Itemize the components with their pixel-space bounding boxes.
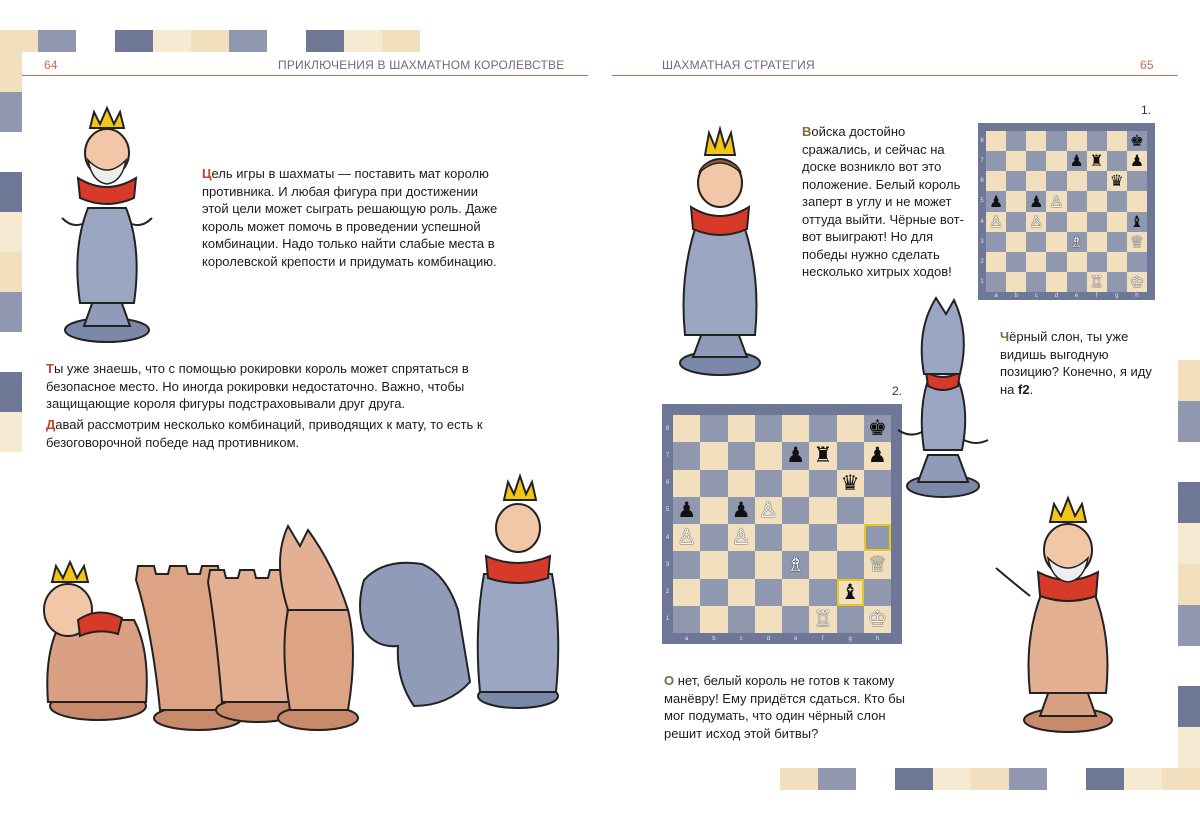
board-square — [1046, 212, 1066, 232]
board-square — [1046, 272, 1066, 292]
chess-piece: ♟ — [1029, 191, 1044, 211]
stripe-segment — [115, 30, 153, 52]
board-square — [1107, 151, 1127, 171]
stripe-segment — [1178, 564, 1200, 605]
blue-queen-icon — [665, 125, 775, 380]
chess-piece: ♕ — [1129, 231, 1144, 251]
board-square — [864, 497, 891, 524]
rank-label: 6 — [665, 480, 670, 487]
stripe-segment — [0, 292, 22, 332]
chess-piece: ♙ — [758, 497, 778, 523]
rank-label: 1 — [980, 278, 984, 285]
stripe-segment — [267, 30, 305, 52]
board-square — [809, 470, 836, 497]
board-square — [1067, 212, 1087, 232]
combinations-paragraph — [46, 416, 540, 451]
drop-cap: Ц — [202, 166, 212, 181]
chess-piece: ♚ — [1129, 131, 1144, 151]
board-square — [864, 524, 891, 551]
rank-label: 2 — [980, 258, 984, 265]
board-square — [1026, 272, 1046, 292]
stripe-segment — [780, 768, 818, 790]
rank-label: 5 — [665, 507, 670, 514]
stripe-segment — [0, 332, 22, 372]
right-stripe-border — [1178, 360, 1200, 768]
stripe-segment — [933, 768, 971, 790]
file-label: a — [994, 293, 998, 299]
board-square — [755, 579, 782, 606]
board-square — [1087, 131, 1107, 151]
board-square — [728, 551, 755, 578]
board-square — [1107, 191, 1127, 211]
board-square — [837, 551, 864, 578]
board-square — [1087, 232, 1107, 252]
chess-piece: ♗ — [786, 552, 806, 578]
chess-piece: ♟ — [989, 191, 1004, 211]
board-square — [1006, 232, 1026, 252]
chess-piece: ♖ — [813, 606, 833, 632]
board-square — [1107, 232, 1127, 252]
chess-piece: ♙ — [1049, 191, 1064, 211]
board-square — [728, 470, 755, 497]
stripe-segment — [38, 30, 76, 52]
chess-piece: ♟ — [786, 443, 806, 469]
board-square — [755, 442, 782, 469]
stripe-segment — [0, 132, 22, 172]
drop-cap: Д — [46, 417, 56, 432]
board-square — [1107, 272, 1127, 292]
header-rule-left — [22, 75, 588, 76]
board-square — [673, 442, 700, 469]
paragraph-text: ёрный слон, ты уже видишь выгодную позицию? Конечно, я иду на — [1000, 329, 1152, 397]
rank-label: 6 — [980, 178, 984, 185]
rank-label: 2 — [665, 589, 670, 596]
chess-piece: ♛ — [840, 470, 860, 496]
board-square — [728, 415, 755, 442]
file-label: b — [712, 635, 716, 642]
paragraph-text: авай рассмотрим несколько комбинаций, приводящих к мату, то есть к безоговорочной победе над противником. — [46, 417, 483, 450]
left-stripe-border — [0, 52, 22, 452]
board-square — [1127, 191, 1147, 211]
board-square — [837, 442, 864, 469]
board-square — [837, 497, 864, 524]
board-square — [1067, 171, 1087, 191]
chess-piece: ♟ — [1069, 151, 1084, 171]
stripe-segment — [382, 30, 420, 52]
drop-cap: В — [802, 124, 812, 139]
board-square — [782, 497, 809, 524]
rank-label: 4 — [980, 218, 984, 225]
board-square — [673, 606, 700, 633]
board-square — [1107, 252, 1127, 272]
board-square — [728, 606, 755, 633]
diagram-1-number: 1. — [1141, 103, 1152, 117]
chess-piece: ♔ — [867, 606, 887, 632]
file-label: d — [766, 635, 771, 642]
paragraph-end: . — [1029, 381, 1034, 397]
board-square — [986, 131, 1006, 151]
board-square — [700, 579, 727, 606]
position-paragraph — [802, 123, 972, 281]
chess-piece: ♕ — [867, 552, 887, 578]
drop-cap: Т — [46, 361, 54, 376]
board-square — [809, 579, 836, 606]
rank-label: 4 — [665, 534, 670, 541]
stripe-segment — [1086, 768, 1124, 790]
header-rule-right — [612, 75, 1178, 76]
right-running-title: ШАХМАТНАЯ СТРАТЕГИЯ — [662, 58, 815, 72]
board-square — [837, 524, 864, 551]
paragraph-text: нет, белый король не готов к такому манёвру! Ему придётся сдаться. Кто бы мог подумать, что один чёрный слон решит исход этой битвы? — [664, 673, 905, 741]
board-square — [1006, 151, 1026, 171]
chess-piece: ♖ — [1089, 272, 1104, 292]
board-square — [1127, 252, 1147, 272]
board-square — [700, 415, 727, 442]
chess-piece: ♜ — [813, 443, 833, 469]
stripe-segment — [229, 30, 267, 52]
chess-diagram-2 — [662, 404, 902, 644]
rank-label: 8 — [665, 425, 670, 432]
stripe-segment — [0, 212, 22, 252]
file-label: e — [1074, 293, 1079, 299]
chess-piece: ♙ — [1029, 211, 1044, 231]
board-square — [1107, 212, 1127, 232]
file-label: f — [1095, 293, 1098, 299]
board-square — [1026, 252, 1046, 272]
file-label: a — [684, 635, 689, 642]
board-square — [728, 579, 755, 606]
board-square — [1026, 232, 1046, 252]
board-square — [1006, 252, 1026, 272]
board-square — [673, 470, 700, 497]
board-square — [986, 252, 1006, 272]
drop-cap: Ч — [1000, 329, 1010, 344]
file-label: h — [875, 635, 880, 642]
board-square — [1046, 171, 1066, 191]
board-square — [1087, 171, 1107, 191]
chess-piece: ♔ — [1129, 272, 1144, 292]
rank-label: 7 — [665, 452, 670, 459]
blue-bishop-icon — [888, 290, 998, 505]
board-square — [809, 415, 836, 442]
board-square — [1006, 131, 1026, 151]
board-square — [700, 497, 727, 524]
chess-piece: ♟ — [867, 443, 887, 469]
left-page-number: 64 — [44, 58, 58, 72]
left-running-title: ПРИКЛЮЧЕНИЯ В ШАХМАТНОМ КОРОЛЕВСТВЕ — [278, 58, 565, 72]
file-label: c — [1034, 293, 1038, 299]
board-square — [1107, 131, 1127, 151]
stripe-segment — [0, 52, 22, 92]
board-square — [1067, 131, 1087, 151]
pieces-group-icon — [18, 470, 578, 740]
stripe-segment — [1178, 727, 1200, 768]
board-square — [1026, 151, 1046, 171]
file-label: b — [1014, 293, 1018, 299]
rank-label: 5 — [980, 198, 984, 205]
chess-piece: ♛ — [1109, 171, 1124, 191]
board-square — [809, 497, 836, 524]
board-square — [755, 470, 782, 497]
file-label: e — [793, 635, 798, 642]
rank-label: 8 — [980, 138, 984, 145]
file-label: f — [822, 635, 824, 642]
stripe-segment — [1178, 523, 1200, 564]
file-label: d — [1054, 293, 1059, 299]
board-square — [1006, 191, 1026, 211]
board-square — [1087, 212, 1107, 232]
stripe-segment — [0, 412, 22, 452]
stripe-segment — [1009, 768, 1047, 790]
chess-piece: ♙ — [677, 525, 697, 550]
board-square — [755, 551, 782, 578]
stripe-segment — [0, 372, 22, 412]
chess-piece: ♗ — [1069, 231, 1084, 251]
stripe-segment — [1178, 482, 1200, 523]
stripe-segment — [344, 30, 382, 52]
stripe-segment — [1178, 605, 1200, 646]
stripe-segment — [76, 30, 114, 52]
paragraph-text: ель игры в шахматы — поставить мат королю противника. И любая фигура при достижении этой цели может сыграть решающую роль. Даже король может помочь в проведении успешной комбинации. Надо только найти слабые места в королевской крепости и придумать комбинацию. — [202, 166, 498, 269]
board-square — [700, 442, 727, 469]
board-square — [1067, 191, 1087, 211]
board-square — [782, 415, 809, 442]
board-square — [864, 579, 891, 606]
stripe-segment — [0, 172, 22, 212]
chess-piece: ♟ — [677, 497, 697, 523]
board-square — [1006, 171, 1026, 191]
board-square — [1067, 252, 1087, 272]
board-square — [1006, 212, 1026, 232]
board-square — [700, 470, 727, 497]
board-square — [809, 524, 836, 551]
stripe-segment — [1178, 401, 1200, 442]
board-square — [1026, 131, 1046, 151]
board-square — [782, 524, 809, 551]
chess-piece: ♜ — [1089, 151, 1104, 171]
board-square — [782, 470, 809, 497]
board-square — [837, 606, 864, 633]
rank-label: 3 — [980, 238, 984, 245]
right-page-number: 65 — [1140, 58, 1154, 72]
board-square — [986, 171, 1006, 191]
pink-king-icon — [990, 488, 1140, 738]
drop-cap: О — [664, 673, 675, 688]
file-label: g — [1115, 293, 1119, 299]
diagram-2-number: 2. — [892, 384, 903, 398]
bishop-speech — [1000, 328, 1160, 398]
board-square — [986, 232, 1006, 252]
board-square — [837, 415, 864, 442]
chess-piece: ♙ — [731, 525, 751, 550]
move-notation: f2 — [1018, 381, 1030, 397]
board-square — [755, 606, 782, 633]
stripe-segment — [0, 30, 38, 52]
stripe-segment — [1178, 360, 1200, 401]
stripe-segment — [191, 30, 229, 52]
bottom-stripe-border — [780, 768, 1200, 790]
board-square — [1046, 232, 1066, 252]
board-square — [1087, 252, 1107, 272]
stripe-segment — [1047, 768, 1085, 790]
board-square — [728, 442, 755, 469]
intro-paragraph — [202, 165, 502, 270]
stripe-segment — [1178, 442, 1200, 483]
board-square — [673, 415, 700, 442]
file-label: g — [848, 635, 852, 642]
board-square — [1046, 131, 1066, 151]
outcome-paragraph — [664, 672, 914, 742]
stripe-segment — [0, 92, 22, 132]
board-square — [809, 551, 836, 578]
stripe-segment — [306, 30, 344, 52]
chess-piece: ♚ — [867, 416, 887, 441]
board-square — [700, 524, 727, 551]
chess-piece: ♝ — [1129, 211, 1144, 231]
board-square — [1046, 151, 1066, 171]
board-square — [782, 579, 809, 606]
stripe-segment — [856, 768, 894, 790]
board-square — [1046, 252, 1066, 272]
stripe-segment — [1162, 768, 1200, 790]
file-label: c — [739, 635, 743, 642]
stripe-segment — [1178, 686, 1200, 727]
board-square — [782, 606, 809, 633]
stripe-segment — [153, 30, 191, 52]
board-square — [755, 415, 782, 442]
paragraph-text: ойска достойно сражались, и сейчас на доске возникло вот это положение. Белый король заперт в углу и не может оттуда выйти. Чёрные вот-вот выиграют! Но для победы нужно сделать несколько хитрых ходов! — [802, 124, 964, 279]
stripe-segment — [1178, 646, 1200, 687]
board-square — [673, 551, 700, 578]
stripe-segment — [1124, 768, 1162, 790]
board-square — [864, 470, 891, 497]
stripe-segment — [895, 768, 933, 790]
board-square — [1127, 171, 1147, 191]
board-square — [986, 151, 1006, 171]
board-square — [700, 551, 727, 578]
board-square — [1026, 171, 1046, 191]
worried-king-icon — [42, 98, 172, 348]
castling-paragraph — [46, 360, 540, 413]
board-square — [1006, 272, 1026, 292]
rank-label: 3 — [665, 561, 670, 568]
stripe-segment — [0, 252, 22, 292]
board-square — [673, 579, 700, 606]
board-square — [700, 606, 727, 633]
chess-diagram-1 — [978, 123, 1155, 300]
rank-label: 1 — [665, 616, 670, 623]
chess-piece: ♝ — [840, 579, 860, 605]
board-square — [755, 524, 782, 551]
chess-piece: ♙ — [989, 211, 1004, 231]
top-stripe-border — [0, 30, 420, 52]
board-square — [1087, 191, 1107, 211]
stripe-segment — [971, 768, 1009, 790]
file-label: h — [1135, 293, 1139, 299]
chess-piece: ♟ — [731, 497, 751, 523]
paragraph-text: ы уже знаешь, что с помощью рокировки король может спрятаться в безопасное место. Но иногда рокировки недостаточно. Важно, чтобы защищающие короля фигуры подстраховывали друг друга. — [46, 361, 469, 411]
board-square — [1067, 272, 1087, 292]
board-square — [986, 272, 1006, 292]
stripe-segment — [818, 768, 856, 790]
rank-label: 7 — [980, 158, 984, 165]
chess-piece: ♟ — [1129, 151, 1144, 171]
